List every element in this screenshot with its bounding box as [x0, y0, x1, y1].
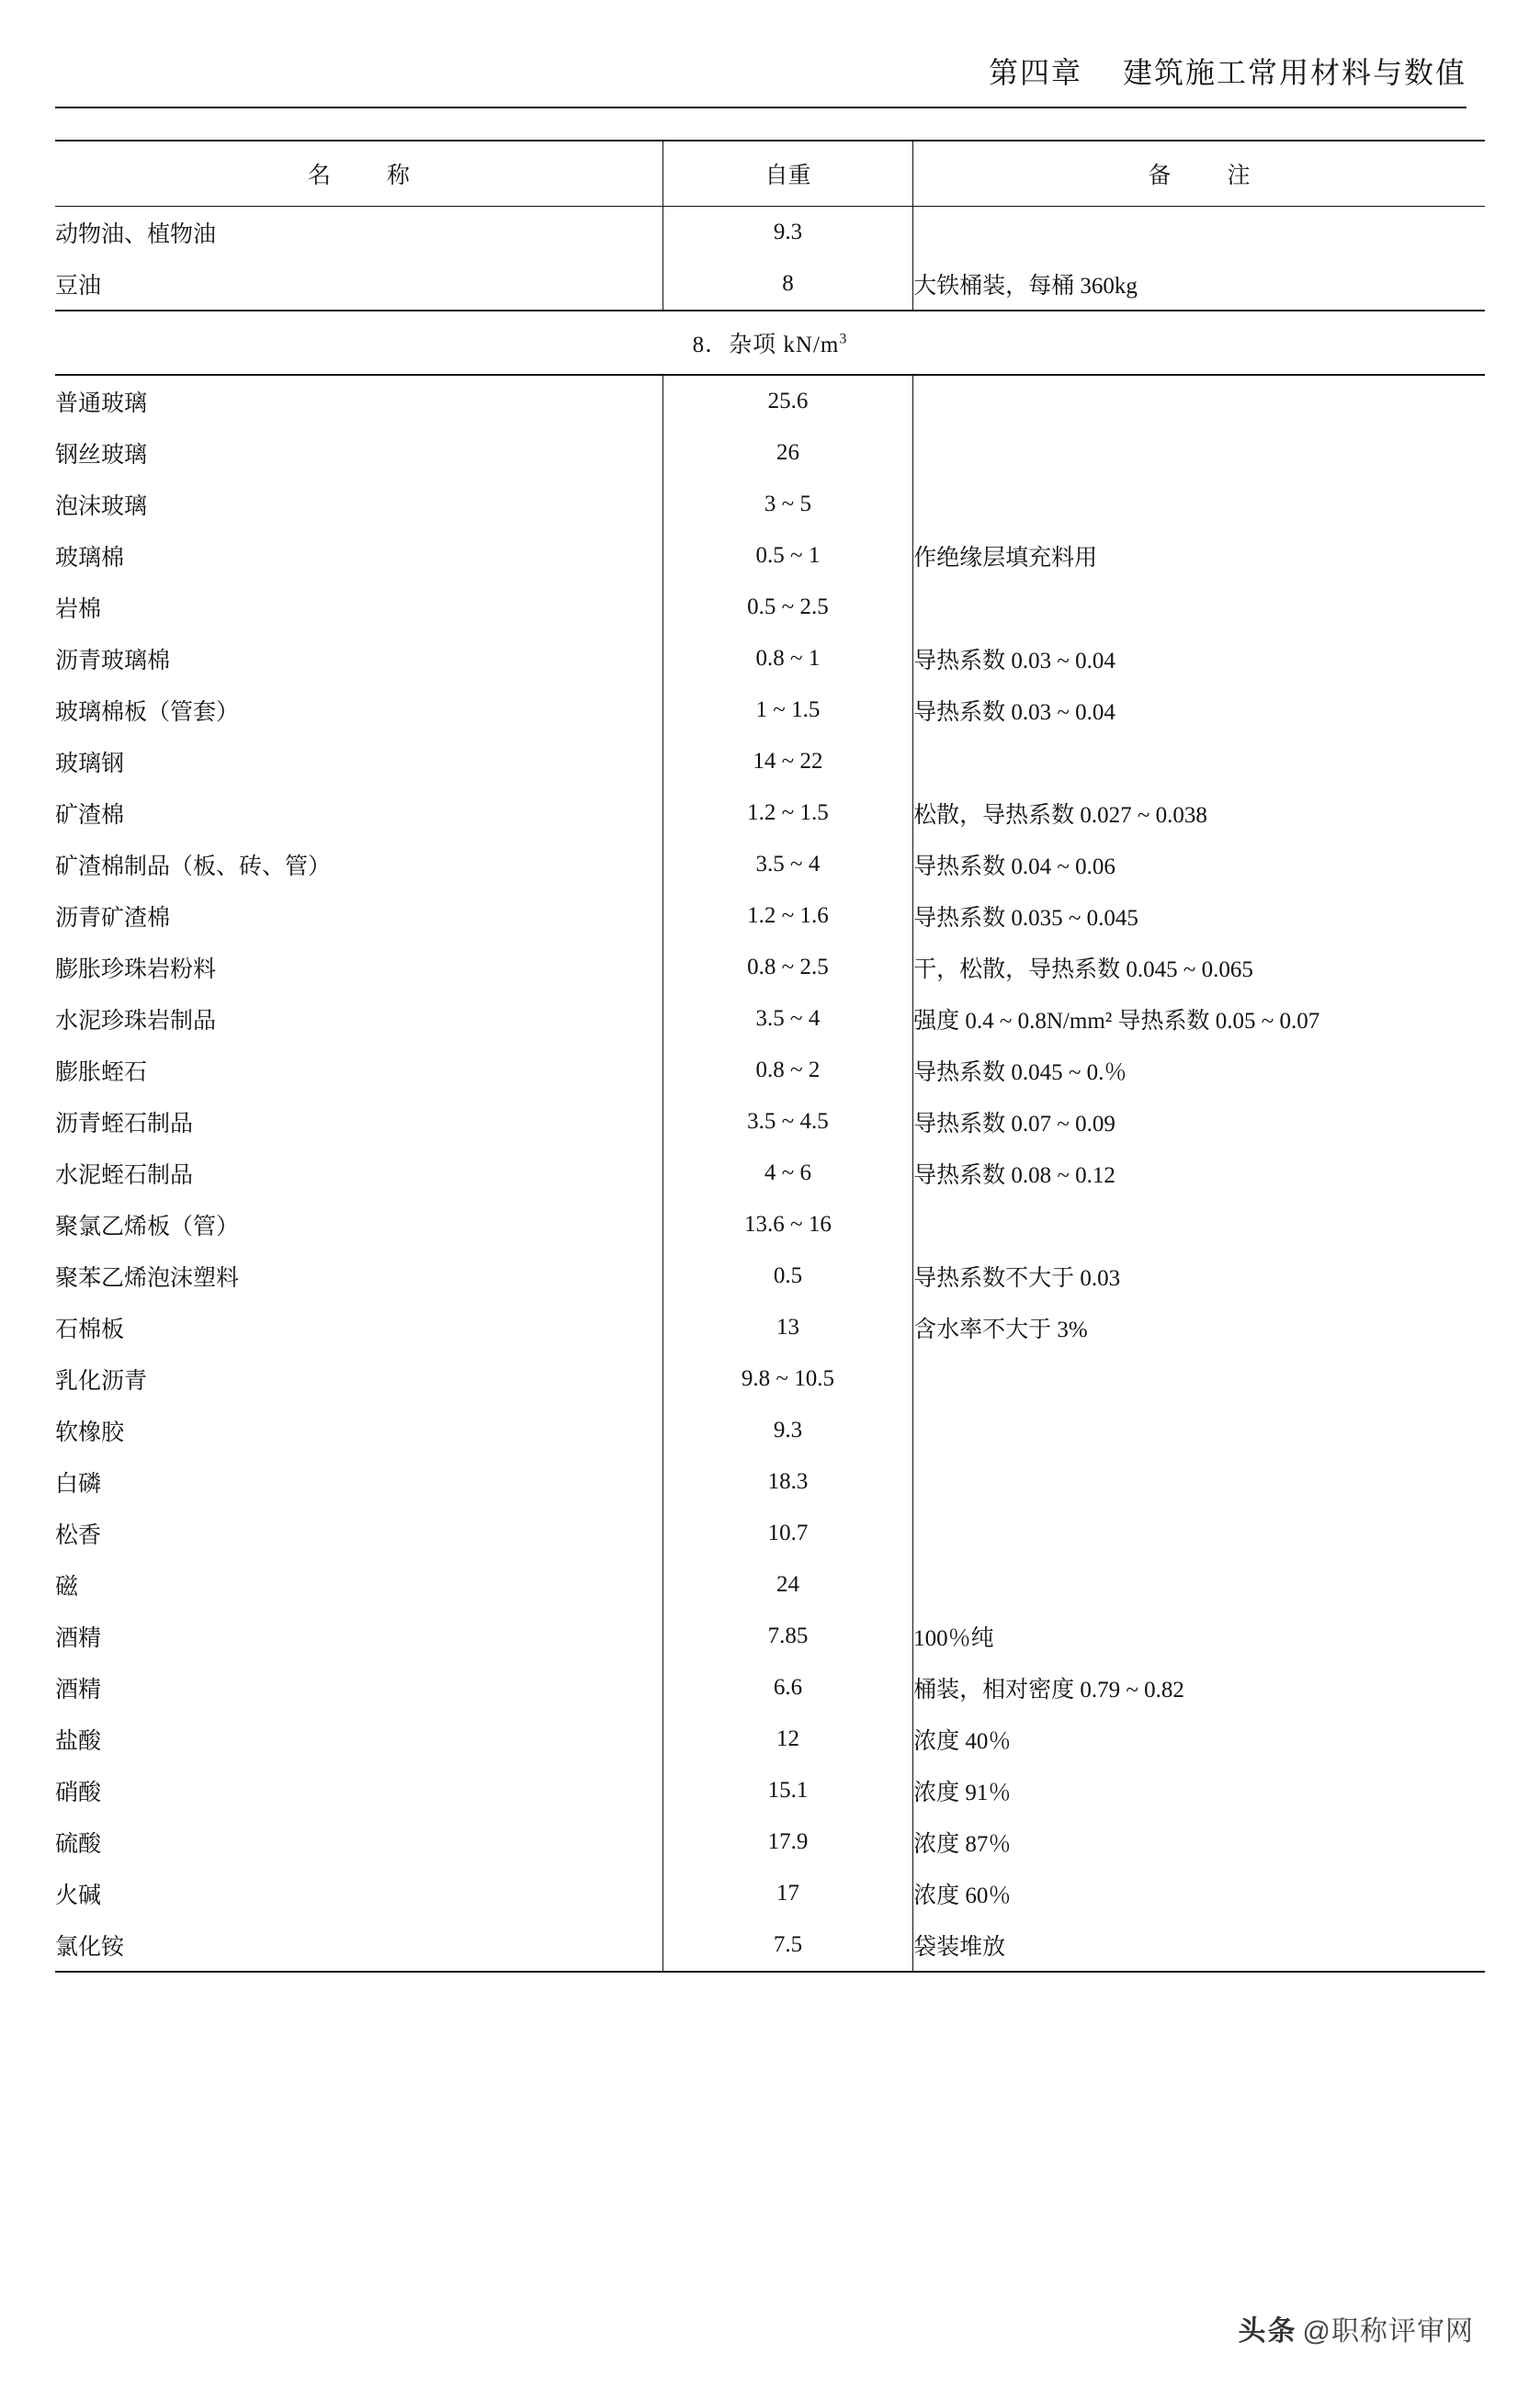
cell-weight: 15.1 [662, 1765, 912, 1816]
cell-weight: 9.3 [662, 1405, 912, 1456]
table-row [55, 1250, 1485, 1302]
table-row [55, 1456, 1485, 1508]
table-row [55, 1868, 1485, 1919]
table-row [55, 1919, 1485, 1972]
cell-weight: 1 ~ 1.5 [662, 684, 912, 736]
cell-weight: 0.8 ~ 2 [662, 1045, 912, 1096]
page-title: 建筑施工常用材料与数值 [1122, 56, 1466, 89]
cell-note: 浓度 87％ [913, 1832, 1012, 1857]
cell-name: 水泥珍珠岩制品 [55, 1009, 217, 1034]
cell-note: 强度 0.4 ~ 0.8N/mm² 导热系数 0.05 ~ 0.07 [913, 1009, 1320, 1034]
cell-note [913, 1199, 1485, 1250]
header-divider [55, 107, 1466, 108]
cell-name: 沥青玻璃棉 [55, 649, 171, 673]
cell-name: 石棉板 [55, 1318, 125, 1342]
cell-name: 豆油 [55, 258, 662, 311]
cell-weight: 4 ~ 6 [662, 1148, 912, 1199]
cell-name: 白磷 [55, 1472, 102, 1497]
cell-note: 导热系数 0.08 ~ 0.12 [913, 1163, 1115, 1188]
table-row [55, 1765, 1485, 1816]
cell-note [913, 375, 1485, 427]
cell-weight: 0.5 [662, 1250, 912, 1302]
cell-weight: 3.5 ~ 4.5 [662, 1096, 912, 1148]
section-title: 8．杂项 $kN/m^3$ [55, 311, 1485, 375]
cell-name: 矿渣棉制品（板、砖、管） [55, 854, 332, 879]
cell-note: 导热系数 0.04 ~ 0.06 [913, 854, 1115, 879]
cell-weight: 8 [662, 258, 912, 311]
cell-weight: 12 [662, 1714, 912, 1765]
cell-name: 沥青蛭石制品 [55, 1112, 194, 1137]
table-row [55, 530, 1485, 582]
table-header-row [55, 141, 1485, 207]
cell-name: 岩棉 [55, 597, 102, 622]
table-row [55, 207, 1485, 259]
table-row [55, 1611, 1485, 1662]
cell-weight: 25.6 [662, 375, 912, 427]
cell-note: 浓度 91％ [913, 1781, 1012, 1805]
cell-name: 玻璃棉板（管套） [55, 700, 240, 725]
cell-name: 玻璃钢 [55, 752, 125, 776]
cell-note: 干，松散，导热系数 0.045 ~ 0.065 [913, 957, 1253, 982]
cell-weight: 0.5 ~ 2.5 [662, 582, 912, 633]
cell-note [913, 479, 1485, 530]
cell-weight: 7.85 [662, 1611, 912, 1662]
header-chapter: 第四章 [988, 56, 1082, 89]
table-row [55, 479, 1485, 530]
cell-note: 作绝缘层填充料用 [913, 546, 1098, 571]
cell-note [913, 582, 1485, 633]
cell-name: 钢丝玻璃 [55, 443, 148, 468]
cell-note: 浓度 40％ [913, 1729, 1012, 1754]
cell-note [913, 1508, 1485, 1559]
cell-weight: 3 ~ 5 [662, 479, 912, 530]
cell-note [913, 1405, 1485, 1456]
table-row [55, 375, 1485, 427]
table-row [55, 787, 1485, 839]
cell-name: 酒精 [55, 1678, 102, 1703]
cell-note: 导热系数 0.035 ~ 0.045 [913, 906, 1138, 931]
section-title-row [55, 311, 1485, 375]
table-row [55, 633, 1485, 684]
cell-name: 硫酸 [55, 1832, 102, 1857]
cell-name: 水泥蛭石制品 [55, 1163, 194, 1188]
cell-name: 膨胀珍珠岩粉料 [55, 957, 217, 982]
column-header-name: 名 称 [55, 141, 662, 207]
table-row [55, 1096, 1485, 1148]
cell-name: 乳化沥青 [55, 1369, 148, 1394]
table-row [55, 1148, 1485, 1199]
table-row [55, 1662, 1485, 1714]
cell-name: 普通玻璃 [55, 391, 148, 416]
materials-table-wrap [55, 140, 1485, 1973]
cell-weight: 6.6 [662, 1662, 912, 1714]
cell-note: 松散，导热系数 0.027 ~ 0.038 [913, 803, 1207, 828]
cell-note: 导热系数 0.07 ~ 0.09 [913, 1112, 1115, 1137]
watermark-logo: 头条 [1238, 2316, 1297, 2347]
materials-table-body [55, 141, 1485, 1972]
cell-name: 动物油、植物油 [55, 222, 217, 247]
cell-name: 磁 [55, 1575, 79, 1600]
table-row [55, 890, 1485, 942]
table-row [55, 582, 1485, 633]
cell-note: 袋装堆放 [913, 1919, 1485, 1972]
table-row [55, 736, 1485, 787]
table-row [55, 1302, 1485, 1353]
table-row [55, 1559, 1485, 1611]
table-row [55, 258, 1485, 311]
cell-name: 硝酸 [55, 1781, 102, 1805]
cell-weight: 1.2 ~ 1.6 [662, 890, 912, 942]
cell-note [913, 427, 1485, 479]
cell-weight: 13.6 ~ 16 [662, 1199, 912, 1250]
cell-note: 含水率不大于 3% [913, 1318, 1088, 1342]
cell-weight: 14 ~ 22 [662, 736, 912, 787]
table-row [55, 993, 1485, 1045]
cell-note: 导热系数 0.03 ~ 0.04 [913, 700, 1115, 725]
page-header [55, 0, 1485, 108]
table-row [55, 1199, 1485, 1250]
cell-name: 酒精 [55, 1626, 102, 1651]
cell-note [913, 736, 1485, 787]
cell-weight: 18.3 [662, 1456, 912, 1508]
column-header-note: 备 注 [913, 141, 1485, 207]
table-row [55, 1816, 1485, 1868]
cell-name: 盐酸 [55, 1729, 102, 1754]
cell-weight: 7.5 [662, 1919, 912, 1972]
cell-note: 浓度 60％ [913, 1884, 1012, 1908]
cell-note: 100％纯 [913, 1626, 994, 1651]
cell-weight: 17 [662, 1868, 912, 1919]
table-row [55, 1508, 1485, 1559]
cell-note [913, 1456, 1485, 1508]
table-row [55, 942, 1485, 993]
cell-weight: 17.9 [662, 1816, 912, 1868]
cell-weight: 0.8 ~ 2.5 [662, 942, 912, 993]
table-row [55, 839, 1485, 890]
cell-name: 泡沫玻璃 [55, 494, 148, 519]
cell-name: 松香 [55, 1523, 102, 1548]
cell-name: 火碱 [55, 1884, 102, 1908]
table-row [55, 1405, 1485, 1456]
cell-weight: 24 [662, 1559, 912, 1611]
cell-name: 聚氯乙烯板（管） [55, 1215, 240, 1239]
cell-note: 大铁桶装，每桶 360kg [913, 258, 1485, 311]
cell-weight: 1.2 ~ 1.5 [662, 787, 912, 839]
cell-note [913, 1353, 1485, 1405]
cell-name: 玻璃棉 [55, 546, 125, 571]
cell-name: 矿渣棉 [55, 803, 125, 828]
table-row [55, 1045, 1485, 1096]
cell-note: 导热系数不大于 0.03 [913, 1266, 1121, 1291]
cell-weight: 13 [662, 1302, 912, 1353]
materials-table [55, 140, 1485, 1973]
cell-note [913, 1559, 1485, 1611]
cell-name: 沥青矿渣棉 [55, 906, 171, 931]
column-header-weight: 自重 [662, 141, 912, 207]
cell-note [913, 207, 1485, 259]
cell-name: 氯化铵 [55, 1919, 662, 1972]
cell-weight: 9.3 [662, 207, 912, 259]
cell-weight: 3.5 ~ 4 [662, 993, 912, 1045]
cell-weight: 0.8 ~ 1 [662, 633, 912, 684]
cell-weight: 26 [662, 427, 912, 479]
cell-note: 桶装，相对密度 0.79 ~ 0.82 [913, 1678, 1184, 1703]
cell-name: 软橡胶 [55, 1420, 125, 1445]
cell-name: 聚苯乙烯泡沫塑料 [55, 1266, 240, 1291]
cell-note: 导热系数 0.045 ~ 0.％ [913, 1060, 1127, 1085]
cell-weight: 9.8 ~ 10.5 [662, 1353, 912, 1405]
table-row [55, 684, 1485, 736]
table-row [55, 427, 1485, 479]
cell-note: 导热系数 0.03 ~ 0.04 [913, 649, 1115, 673]
watermark-text: @职称评审网 [1302, 2316, 1474, 2347]
table-row [55, 1353, 1485, 1405]
cell-weight: 10.7 [662, 1508, 912, 1559]
watermark [1239, 2308, 1474, 2348]
cell-name: 膨胀蛭石 [55, 1060, 148, 1085]
cell-weight: 3.5 ~ 4 [662, 839, 912, 890]
table-row [55, 1714, 1485, 1765]
cell-weight: 0.5 ~ 1 [662, 530, 912, 582]
